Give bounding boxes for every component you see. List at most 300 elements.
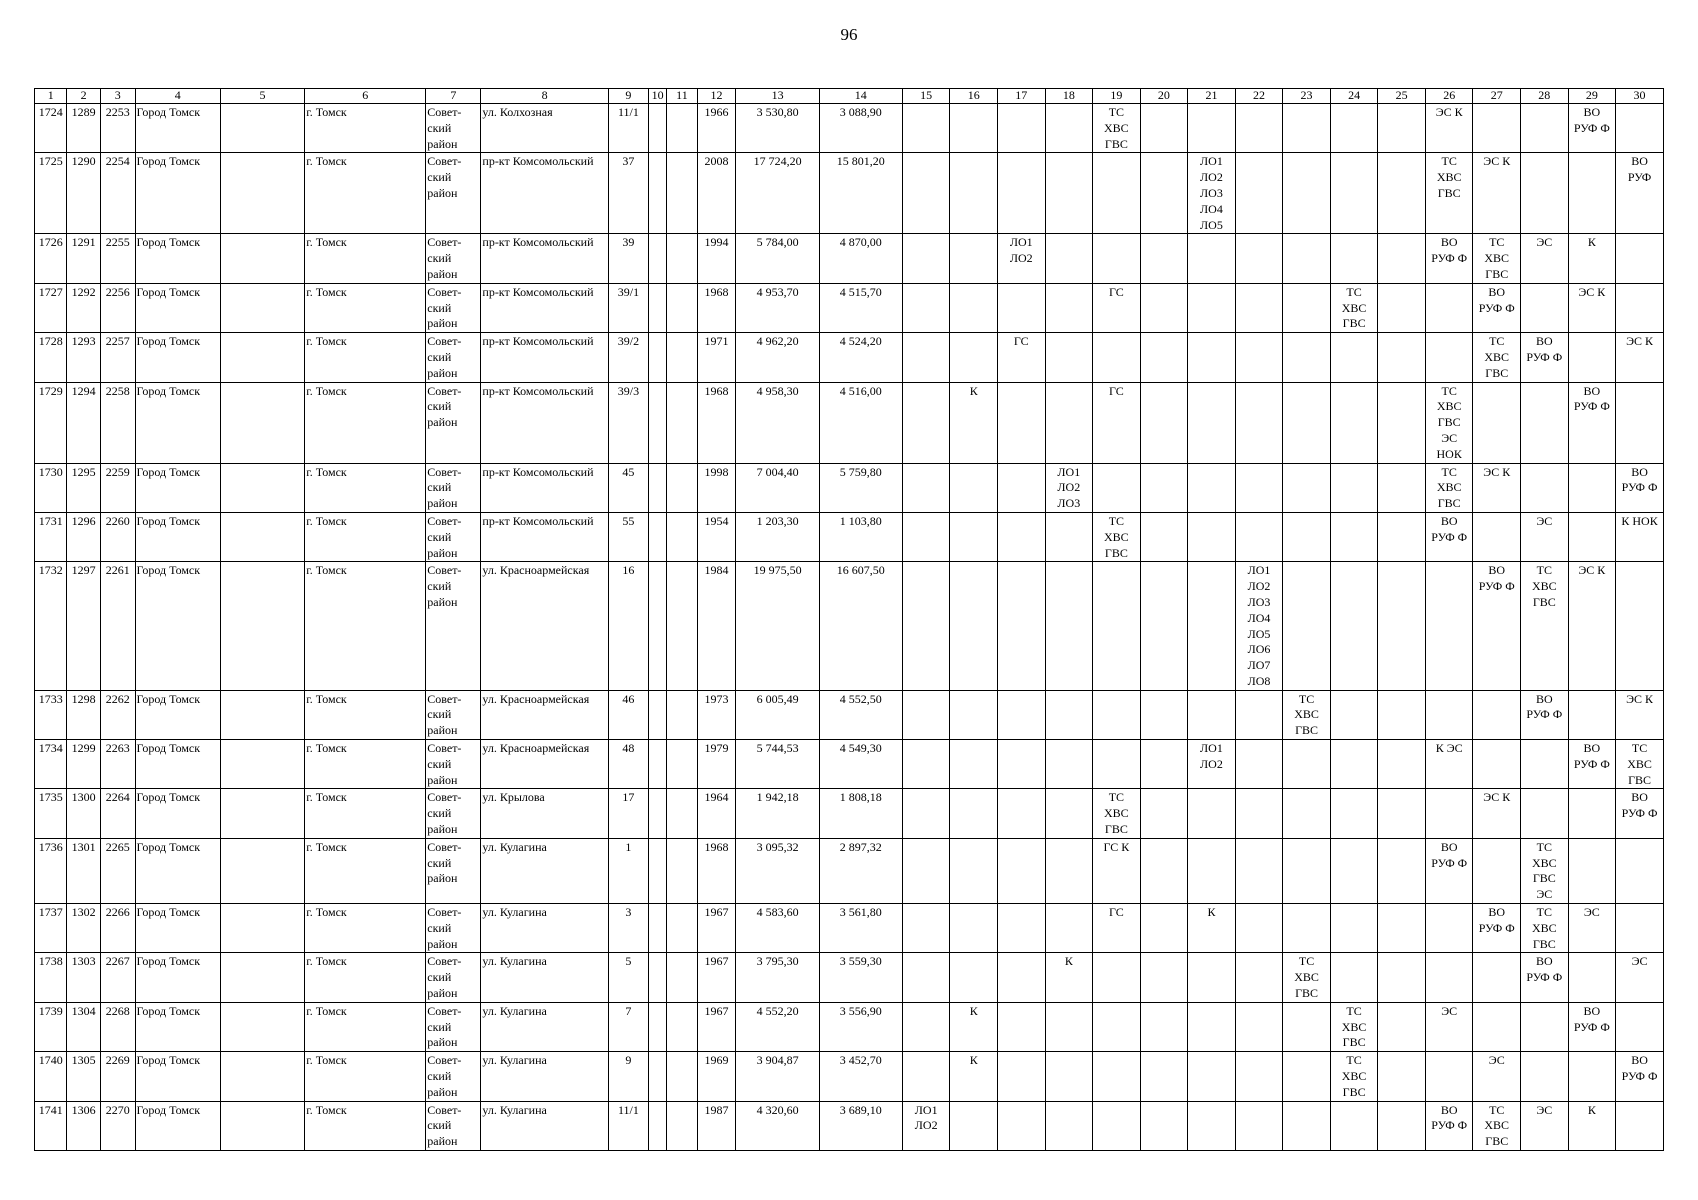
street-cell: ул. Красноармейская [481, 740, 609, 789]
col-5-cell [220, 1052, 304, 1101]
col-11-cell [667, 904, 697, 953]
table-row [35, 904, 1664, 953]
col-29-cell [1568, 953, 1616, 1002]
col-15-cell [902, 1052, 950, 1101]
column-number-24: 24 [1330, 89, 1378, 104]
col-22-cell [1235, 1002, 1283, 1051]
col-16-cell [950, 953, 998, 1002]
col-26-cell: ВО РУФ Ф [1425, 234, 1473, 283]
col-25-cell [1378, 512, 1426, 561]
col-5-cell [220, 382, 304, 463]
col-5-cell [220, 1002, 304, 1051]
col-23-cell [1283, 1101, 1331, 1150]
col-20-cell [1140, 153, 1188, 234]
col-17-cell: ЛО1 ЛО2 [998, 234, 1046, 283]
col-26-cell: ВО РУФ Ф [1425, 838, 1473, 903]
col-30-cell: ВО РУФ Ф [1616, 789, 1664, 838]
col-16-cell [950, 562, 998, 690]
col-21-cell [1188, 283, 1236, 332]
col-28-cell [1521, 382, 1569, 463]
house-number-cell: 7 [608, 1002, 648, 1051]
col-24-cell [1330, 153, 1378, 234]
col-10-cell [648, 904, 666, 953]
total-area-cell: 1 203,30 [736, 512, 819, 561]
col-21-cell [1188, 463, 1236, 512]
col-25-cell [1378, 153, 1426, 234]
col-21-cell [1188, 690, 1236, 739]
register-table [34, 88, 1664, 1151]
col-17-cell [998, 104, 1046, 153]
settlement-cell: г. Томск [305, 512, 426, 561]
year-built-cell: 1979 [697, 740, 736, 789]
table-row [35, 1052, 1664, 1101]
col-27-cell [1473, 382, 1521, 463]
col-23-cell [1283, 838, 1331, 903]
col-26-cell: ВО РУФ Ф [1425, 1101, 1473, 1150]
district-cell: Совет- ский район [426, 104, 481, 153]
col-20-cell [1140, 234, 1188, 283]
col-2-number-cell: 1292 [67, 283, 101, 332]
settlement-cell: г. Томск [305, 953, 426, 1002]
col-5-cell [220, 953, 304, 1002]
col-2-number-cell: 1301 [67, 838, 101, 903]
col-24-cell: ТС ХВС ГВС [1330, 283, 1378, 332]
street-cell: ул. Кулагина [481, 1052, 609, 1101]
house-number-cell: 11/1 [608, 1101, 648, 1150]
col-29-cell [1568, 789, 1616, 838]
col-25-cell [1378, 904, 1426, 953]
col-16-cell [950, 153, 998, 234]
col-18-cell [1045, 512, 1093, 561]
col-24-cell [1330, 904, 1378, 953]
district-cell: Совет- ский район [426, 953, 481, 1002]
col-24-cell [1330, 1101, 1378, 1150]
col-22-cell [1235, 333, 1283, 382]
col-2-number-cell: 1303 [67, 953, 101, 1002]
column-number-6: 6 [305, 89, 426, 104]
col-16-cell [950, 104, 998, 153]
house-number-cell: 46 [608, 690, 648, 739]
year-built-cell: 1967 [697, 1002, 736, 1051]
col-16-cell: К [950, 1002, 998, 1051]
column-number-row [35, 89, 1664, 104]
col-10-cell [648, 512, 666, 561]
col-10-cell [648, 1101, 666, 1150]
col-27-cell: ЭС К [1473, 463, 1521, 512]
street-cell: пр-кт Комсомольский [481, 463, 609, 512]
total-area-cell: 5 784,00 [736, 234, 819, 283]
col-18-cell [1045, 234, 1093, 283]
col-15-cell [902, 740, 950, 789]
row-number-cell: 1730 [35, 463, 67, 512]
col-27-cell [1473, 740, 1521, 789]
year-built-cell: 1984 [697, 562, 736, 690]
col-22-cell [1235, 838, 1283, 903]
col-23-cell [1283, 789, 1331, 838]
col-10-cell [648, 463, 666, 512]
col-17-cell [998, 1101, 1046, 1150]
col-17-cell [998, 690, 1046, 739]
settlement-cell: г. Томск [305, 283, 426, 332]
column-number-16: 16 [950, 89, 998, 104]
col-5-cell [220, 838, 304, 903]
col-17-cell [998, 562, 1046, 690]
col-11-cell [667, 740, 697, 789]
living-area-cell: 1 808,18 [819, 789, 902, 838]
table-row [35, 463, 1664, 512]
col-17-cell [998, 1052, 1046, 1101]
living-area-cell: 1 103,80 [819, 512, 902, 561]
col-27-cell: ЭС [1473, 1052, 1521, 1101]
col-3-number-cell: 2257 [100, 333, 135, 382]
col-26-cell [1425, 904, 1473, 953]
col-11-cell [667, 838, 697, 903]
col-29-cell: ВО РУФ Ф [1568, 1002, 1616, 1051]
col-23-cell [1283, 153, 1331, 234]
col-23-cell [1283, 283, 1331, 332]
col-29-cell [1568, 463, 1616, 512]
year-built-cell: 1973 [697, 690, 736, 739]
table-row [35, 690, 1664, 739]
table-row [35, 104, 1664, 153]
district-cell: Совет- ский район [426, 283, 481, 332]
col-25-cell [1378, 562, 1426, 690]
col-20-cell [1140, 1101, 1188, 1150]
col-18-cell [1045, 1101, 1093, 1150]
col-15-cell [902, 382, 950, 463]
column-number-20: 20 [1140, 89, 1188, 104]
col-21-cell [1188, 333, 1236, 382]
street-cell: пр-кт Комсомольский [481, 153, 609, 234]
col-11-cell [667, 382, 697, 463]
col-22-cell [1235, 382, 1283, 463]
column-number-9: 9 [608, 89, 648, 104]
col-22-cell [1235, 1101, 1283, 1150]
street-cell: ул. Красноармейская [481, 562, 609, 690]
row-number-cell: 1737 [35, 904, 67, 953]
col-3-number-cell: 2258 [100, 382, 135, 463]
col-24-cell [1330, 234, 1378, 283]
col-16-cell [950, 234, 998, 283]
street-cell: ул. Кулагина [481, 953, 609, 1002]
col-26-cell: ЭС К [1425, 104, 1473, 153]
col-27-cell: ВО РУФ Ф [1473, 904, 1521, 953]
settlement-cell: г. Томск [305, 904, 426, 953]
col-20-cell [1140, 104, 1188, 153]
total-area-cell: 17 724,20 [736, 153, 819, 234]
year-built-cell: 1968 [697, 283, 736, 332]
row-number-cell: 1727 [35, 283, 67, 332]
col-22-cell [1235, 904, 1283, 953]
col-27-cell: ВО РУФ Ф [1473, 562, 1521, 690]
col-23-cell [1283, 904, 1331, 953]
col-3-number-cell: 2265 [100, 838, 135, 903]
col-2-number-cell: 1295 [67, 463, 101, 512]
col-30-cell: ВО РУФ [1616, 153, 1664, 234]
col-30-cell [1616, 1101, 1664, 1150]
col-19-cell [1093, 953, 1141, 1002]
col-16-cell [950, 333, 998, 382]
col-25-cell [1378, 1002, 1426, 1051]
col-28-cell [1521, 283, 1569, 332]
col-18-cell [1045, 333, 1093, 382]
col-21-cell [1188, 838, 1236, 903]
col-26-cell: ТС ХВС ГВС [1425, 153, 1473, 234]
col-25-cell [1378, 1052, 1426, 1101]
row-number-cell: 1731 [35, 512, 67, 561]
row-number-cell: 1735 [35, 789, 67, 838]
column-number-26: 26 [1425, 89, 1473, 104]
column-number-28: 28 [1521, 89, 1569, 104]
col-19-cell: ТС ХВС ГВС [1093, 104, 1141, 153]
col-22-cell [1235, 512, 1283, 561]
col-15-cell [902, 283, 950, 332]
col-21-cell [1188, 104, 1236, 153]
house-number-cell: 9 [608, 1052, 648, 1101]
col-11-cell [667, 333, 697, 382]
col-28-cell [1521, 1002, 1569, 1051]
col-16-cell [950, 904, 998, 953]
col-17-cell [998, 953, 1046, 1002]
house-number-cell: 48 [608, 740, 648, 789]
col-18-cell [1045, 740, 1093, 789]
table-row [35, 1101, 1664, 1150]
living-area-cell: 4 870,00 [819, 234, 902, 283]
col-18-cell [1045, 1002, 1093, 1051]
house-number-cell: 17 [608, 789, 648, 838]
col-15-cell [902, 690, 950, 739]
col-16-cell [950, 740, 998, 789]
col-30-cell [1616, 234, 1664, 283]
col-17-cell [998, 512, 1046, 561]
col-25-cell [1378, 690, 1426, 739]
year-built-cell: 1964 [697, 789, 736, 838]
col-5-cell [220, 562, 304, 690]
municipality-cell: Город Томск [135, 1052, 220, 1101]
municipality-cell: Город Томск [135, 234, 220, 283]
municipality-cell: Город Томск [135, 153, 220, 234]
living-area-cell: 3 452,70 [819, 1052, 902, 1101]
col-18-cell [1045, 1052, 1093, 1101]
col-25-cell [1378, 104, 1426, 153]
col-17-cell: ГС [998, 333, 1046, 382]
col-22-cell [1235, 1052, 1283, 1101]
street-cell: ул. Кулагина [481, 1002, 609, 1051]
col-24-cell [1330, 690, 1378, 739]
col-5-cell [220, 234, 304, 283]
col-20-cell [1140, 838, 1188, 903]
col-3-number-cell: 2253 [100, 104, 135, 153]
table-row [35, 1002, 1664, 1051]
district-cell: Совет- ский район [426, 789, 481, 838]
col-27-cell: ЭС К [1473, 789, 1521, 838]
year-built-cell: 2008 [697, 153, 736, 234]
col-24-cell [1330, 382, 1378, 463]
col-26-cell: ЭС [1425, 1002, 1473, 1051]
table-row [35, 153, 1664, 234]
house-number-cell: 55 [608, 512, 648, 561]
col-24-cell [1330, 789, 1378, 838]
col-22-cell [1235, 690, 1283, 739]
col-25-cell [1378, 382, 1426, 463]
row-number-cell: 1739 [35, 1002, 67, 1051]
col-2-number-cell: 1306 [67, 1101, 101, 1150]
col-29-cell: ВО РУФ Ф [1568, 382, 1616, 463]
col-15-cell [902, 234, 950, 283]
house-number-cell: 5 [608, 953, 648, 1002]
col-17-cell [998, 904, 1046, 953]
col-18-cell [1045, 562, 1093, 690]
col-16-cell [950, 512, 998, 561]
col-17-cell [998, 153, 1046, 234]
col-30-cell: ТС ХВС ГВС [1616, 740, 1664, 789]
total-area-cell: 3 795,30 [736, 953, 819, 1002]
col-19-cell [1093, 333, 1141, 382]
col-3-number-cell: 2262 [100, 690, 135, 739]
living-area-cell: 15 801,20 [819, 153, 902, 234]
col-2-number-cell: 1290 [67, 153, 101, 234]
col-5-cell [220, 690, 304, 739]
settlement-cell: г. Томск [305, 463, 426, 512]
street-cell: ул. Кулагина [481, 838, 609, 903]
col-29-cell [1568, 690, 1616, 739]
col-19-cell [1093, 1101, 1141, 1150]
municipality-cell: Город Томск [135, 1002, 220, 1051]
col-27-cell: ВО РУФ Ф [1473, 283, 1521, 332]
col-26-cell [1425, 1052, 1473, 1101]
col-3-number-cell: 2270 [100, 1101, 135, 1150]
row-number-cell: 1724 [35, 104, 67, 153]
table-row [35, 838, 1664, 903]
column-number-3: 3 [100, 89, 135, 104]
col-26-cell: К ЭС [1425, 740, 1473, 789]
col-24-cell [1330, 562, 1378, 690]
table-row [35, 740, 1664, 789]
col-2-number-cell: 1293 [67, 333, 101, 382]
col-28-cell: ВО РУФ Ф [1521, 333, 1569, 382]
municipality-cell: Город Томск [135, 838, 220, 903]
col-17-cell [998, 283, 1046, 332]
col-23-cell: ТС ХВС ГВС [1283, 690, 1331, 739]
col-30-cell [1616, 562, 1664, 690]
col-28-cell: ТС ХВС ГВС [1521, 904, 1569, 953]
col-24-cell [1330, 953, 1378, 1002]
col-29-cell [1568, 153, 1616, 234]
year-built-cell: 1987 [697, 1101, 736, 1150]
col-15-cell [902, 953, 950, 1002]
col-21-cell [1188, 512, 1236, 561]
house-number-cell: 3 [608, 904, 648, 953]
col-24-cell [1330, 838, 1378, 903]
col-23-cell [1283, 1052, 1331, 1101]
column-number-2: 2 [67, 89, 101, 104]
col-17-cell [998, 463, 1046, 512]
col-3-number-cell: 2261 [100, 562, 135, 690]
year-built-cell: 1971 [697, 333, 736, 382]
settlement-cell: г. Томск [305, 1052, 426, 1101]
row-number-cell: 1741 [35, 1101, 67, 1150]
col-29-cell [1568, 1052, 1616, 1101]
house-number-cell: 1 [608, 838, 648, 903]
living-area-cell: 3 556,90 [819, 1002, 902, 1051]
total-area-cell: 4 953,70 [736, 283, 819, 332]
col-10-cell [648, 1002, 666, 1051]
col-17-cell [998, 1002, 1046, 1051]
settlement-cell: г. Томск [305, 153, 426, 234]
house-number-cell: 39/3 [608, 382, 648, 463]
column-number-29: 29 [1568, 89, 1616, 104]
col-20-cell [1140, 283, 1188, 332]
col-11-cell [667, 283, 697, 332]
col-15-cell [902, 463, 950, 512]
col-11-cell [667, 234, 697, 283]
column-number-25: 25 [1378, 89, 1426, 104]
table-row [35, 234, 1664, 283]
col-30-cell: ЭС К [1616, 690, 1664, 739]
col-28-cell [1521, 1052, 1569, 1101]
column-number-17: 17 [998, 89, 1046, 104]
col-30-cell: ЭС К [1616, 333, 1664, 382]
row-number-cell: 1736 [35, 838, 67, 903]
municipality-cell: Город Томск [135, 1101, 220, 1150]
col-30-cell [1616, 1002, 1664, 1051]
col-3-number-cell: 2255 [100, 234, 135, 283]
street-cell: ул. Красноармейская [481, 690, 609, 739]
col-10-cell [648, 333, 666, 382]
col-20-cell [1140, 789, 1188, 838]
col-21-cell: ЛО1 ЛО2 ЛО3 ЛО4 ЛО5 [1188, 153, 1236, 234]
col-15-cell [902, 562, 950, 690]
col-15-cell [902, 104, 950, 153]
total-area-cell: 4 958,30 [736, 382, 819, 463]
col-20-cell [1140, 740, 1188, 789]
col-10-cell [648, 789, 666, 838]
col-20-cell [1140, 562, 1188, 690]
col-10-cell [648, 153, 666, 234]
living-area-cell: 4 524,20 [819, 333, 902, 382]
col-15-cell [902, 153, 950, 234]
column-number-19: 19 [1093, 89, 1141, 104]
col-28-cell [1521, 740, 1569, 789]
col-5-cell [220, 904, 304, 953]
table-row [35, 789, 1664, 838]
col-21-cell [1188, 789, 1236, 838]
col-20-cell [1140, 333, 1188, 382]
col-2-number-cell: 1294 [67, 382, 101, 463]
col-2-number-cell: 1302 [67, 904, 101, 953]
col-25-cell [1378, 1101, 1426, 1150]
living-area-cell: 2 897,32 [819, 838, 902, 903]
col-15-cell [902, 838, 950, 903]
column-number-8: 8 [481, 89, 609, 104]
living-area-cell: 4 515,70 [819, 283, 902, 332]
col-23-cell [1283, 1002, 1331, 1051]
living-area-cell: 3 088,90 [819, 104, 902, 153]
col-16-cell [950, 1101, 998, 1150]
living-area-cell: 4 552,50 [819, 690, 902, 739]
col-19-cell: ГС [1093, 904, 1141, 953]
total-area-cell: 7 004,40 [736, 463, 819, 512]
district-cell: Совет- ский район [426, 1002, 481, 1051]
col-18-cell: ЛО1 ЛО2 ЛО3 [1045, 463, 1093, 512]
col-15-cell [902, 789, 950, 838]
column-number-14: 14 [819, 89, 902, 104]
col-17-cell [998, 838, 1046, 903]
total-area-cell: 19 975,50 [736, 562, 819, 690]
total-area-cell: 4 552,20 [736, 1002, 819, 1051]
col-5-cell [220, 1101, 304, 1150]
row-number-cell: 1726 [35, 234, 67, 283]
